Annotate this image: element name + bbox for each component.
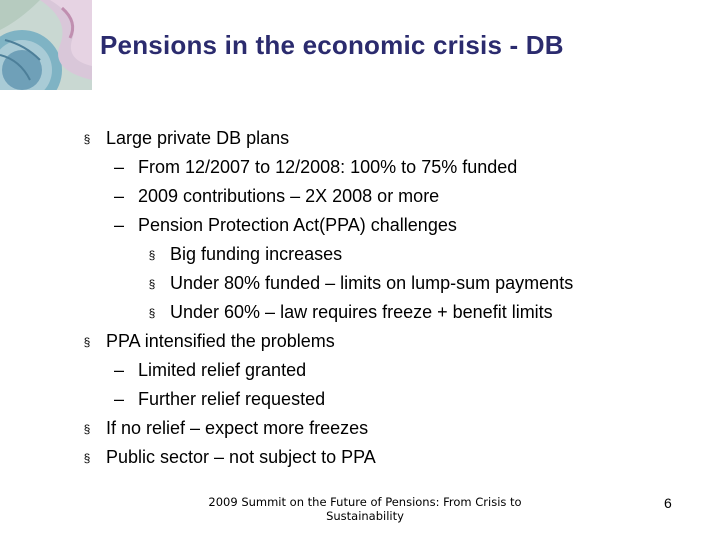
bullet-marker: § xyxy=(148,248,156,262)
sub-bullet-text: Pension Protection Act(PPA) challenges xyxy=(138,215,457,235)
sub-bullet-item xyxy=(0,211,720,240)
sub-bullet-text: 2009 contributions – 2X 2008 or more xyxy=(138,186,440,206)
bullet-marker: § xyxy=(83,451,91,465)
sub-sub-bullet-item xyxy=(0,240,720,269)
dash-marker: – xyxy=(113,389,124,409)
dash-marker: – xyxy=(113,186,124,206)
sub-sub-bullet-text: Under 60% – law requires freeze + benefit limits xyxy=(170,302,553,322)
dash-marker: – xyxy=(113,360,124,380)
sub-bullet-text: Limited relief granted xyxy=(138,360,307,380)
bullet-item xyxy=(0,327,720,356)
sub-bullet-item xyxy=(0,182,720,211)
bullet-text: Large private DB plans xyxy=(106,128,290,148)
bullet-marker: § xyxy=(83,335,91,349)
sub-bullet-item xyxy=(0,153,720,182)
bullet-item xyxy=(0,414,720,443)
slide-bullet-list xyxy=(0,124,720,472)
sub-sub-bullet-text: Big funding increases xyxy=(170,244,343,264)
slide-title: Pensions in the economic crisis - DB xyxy=(100,30,564,60)
bullet-marker: § xyxy=(148,306,156,320)
sub-bullet-text: From 12/2007 to 12/2008: 100% to 75% funded xyxy=(138,157,518,177)
slide-footer: 2009 Summit on the Future of Pensions: From Crisis to Sustainability xyxy=(208,495,522,523)
sub-bullet-item xyxy=(0,385,720,414)
bullet-text: Public sector – not subject to PPA xyxy=(106,447,376,467)
bullet-text: If no relief – expect more freezes xyxy=(106,418,369,438)
bullet-marker: § xyxy=(83,132,91,146)
sub-bullet-item xyxy=(0,356,720,385)
sub-sub-bullet-item xyxy=(0,298,720,327)
dash-marker: – xyxy=(113,157,124,177)
page-number: 6 xyxy=(664,495,672,511)
bullet-item xyxy=(0,124,720,153)
sub-bullet-text: Further relief requested xyxy=(138,389,326,409)
sub-sub-bullet-text: Under 80% funded – limits on lump-sum payments xyxy=(170,273,574,293)
dash-marker: – xyxy=(113,215,124,235)
sub-sub-bullet-item xyxy=(0,269,720,298)
bullet-item xyxy=(0,443,720,472)
bullet-marker: § xyxy=(148,277,156,291)
bullet-marker: § xyxy=(83,422,91,436)
bullet-text: PPA intensified the problems xyxy=(106,331,335,351)
corner-decoration-image xyxy=(0,0,92,90)
